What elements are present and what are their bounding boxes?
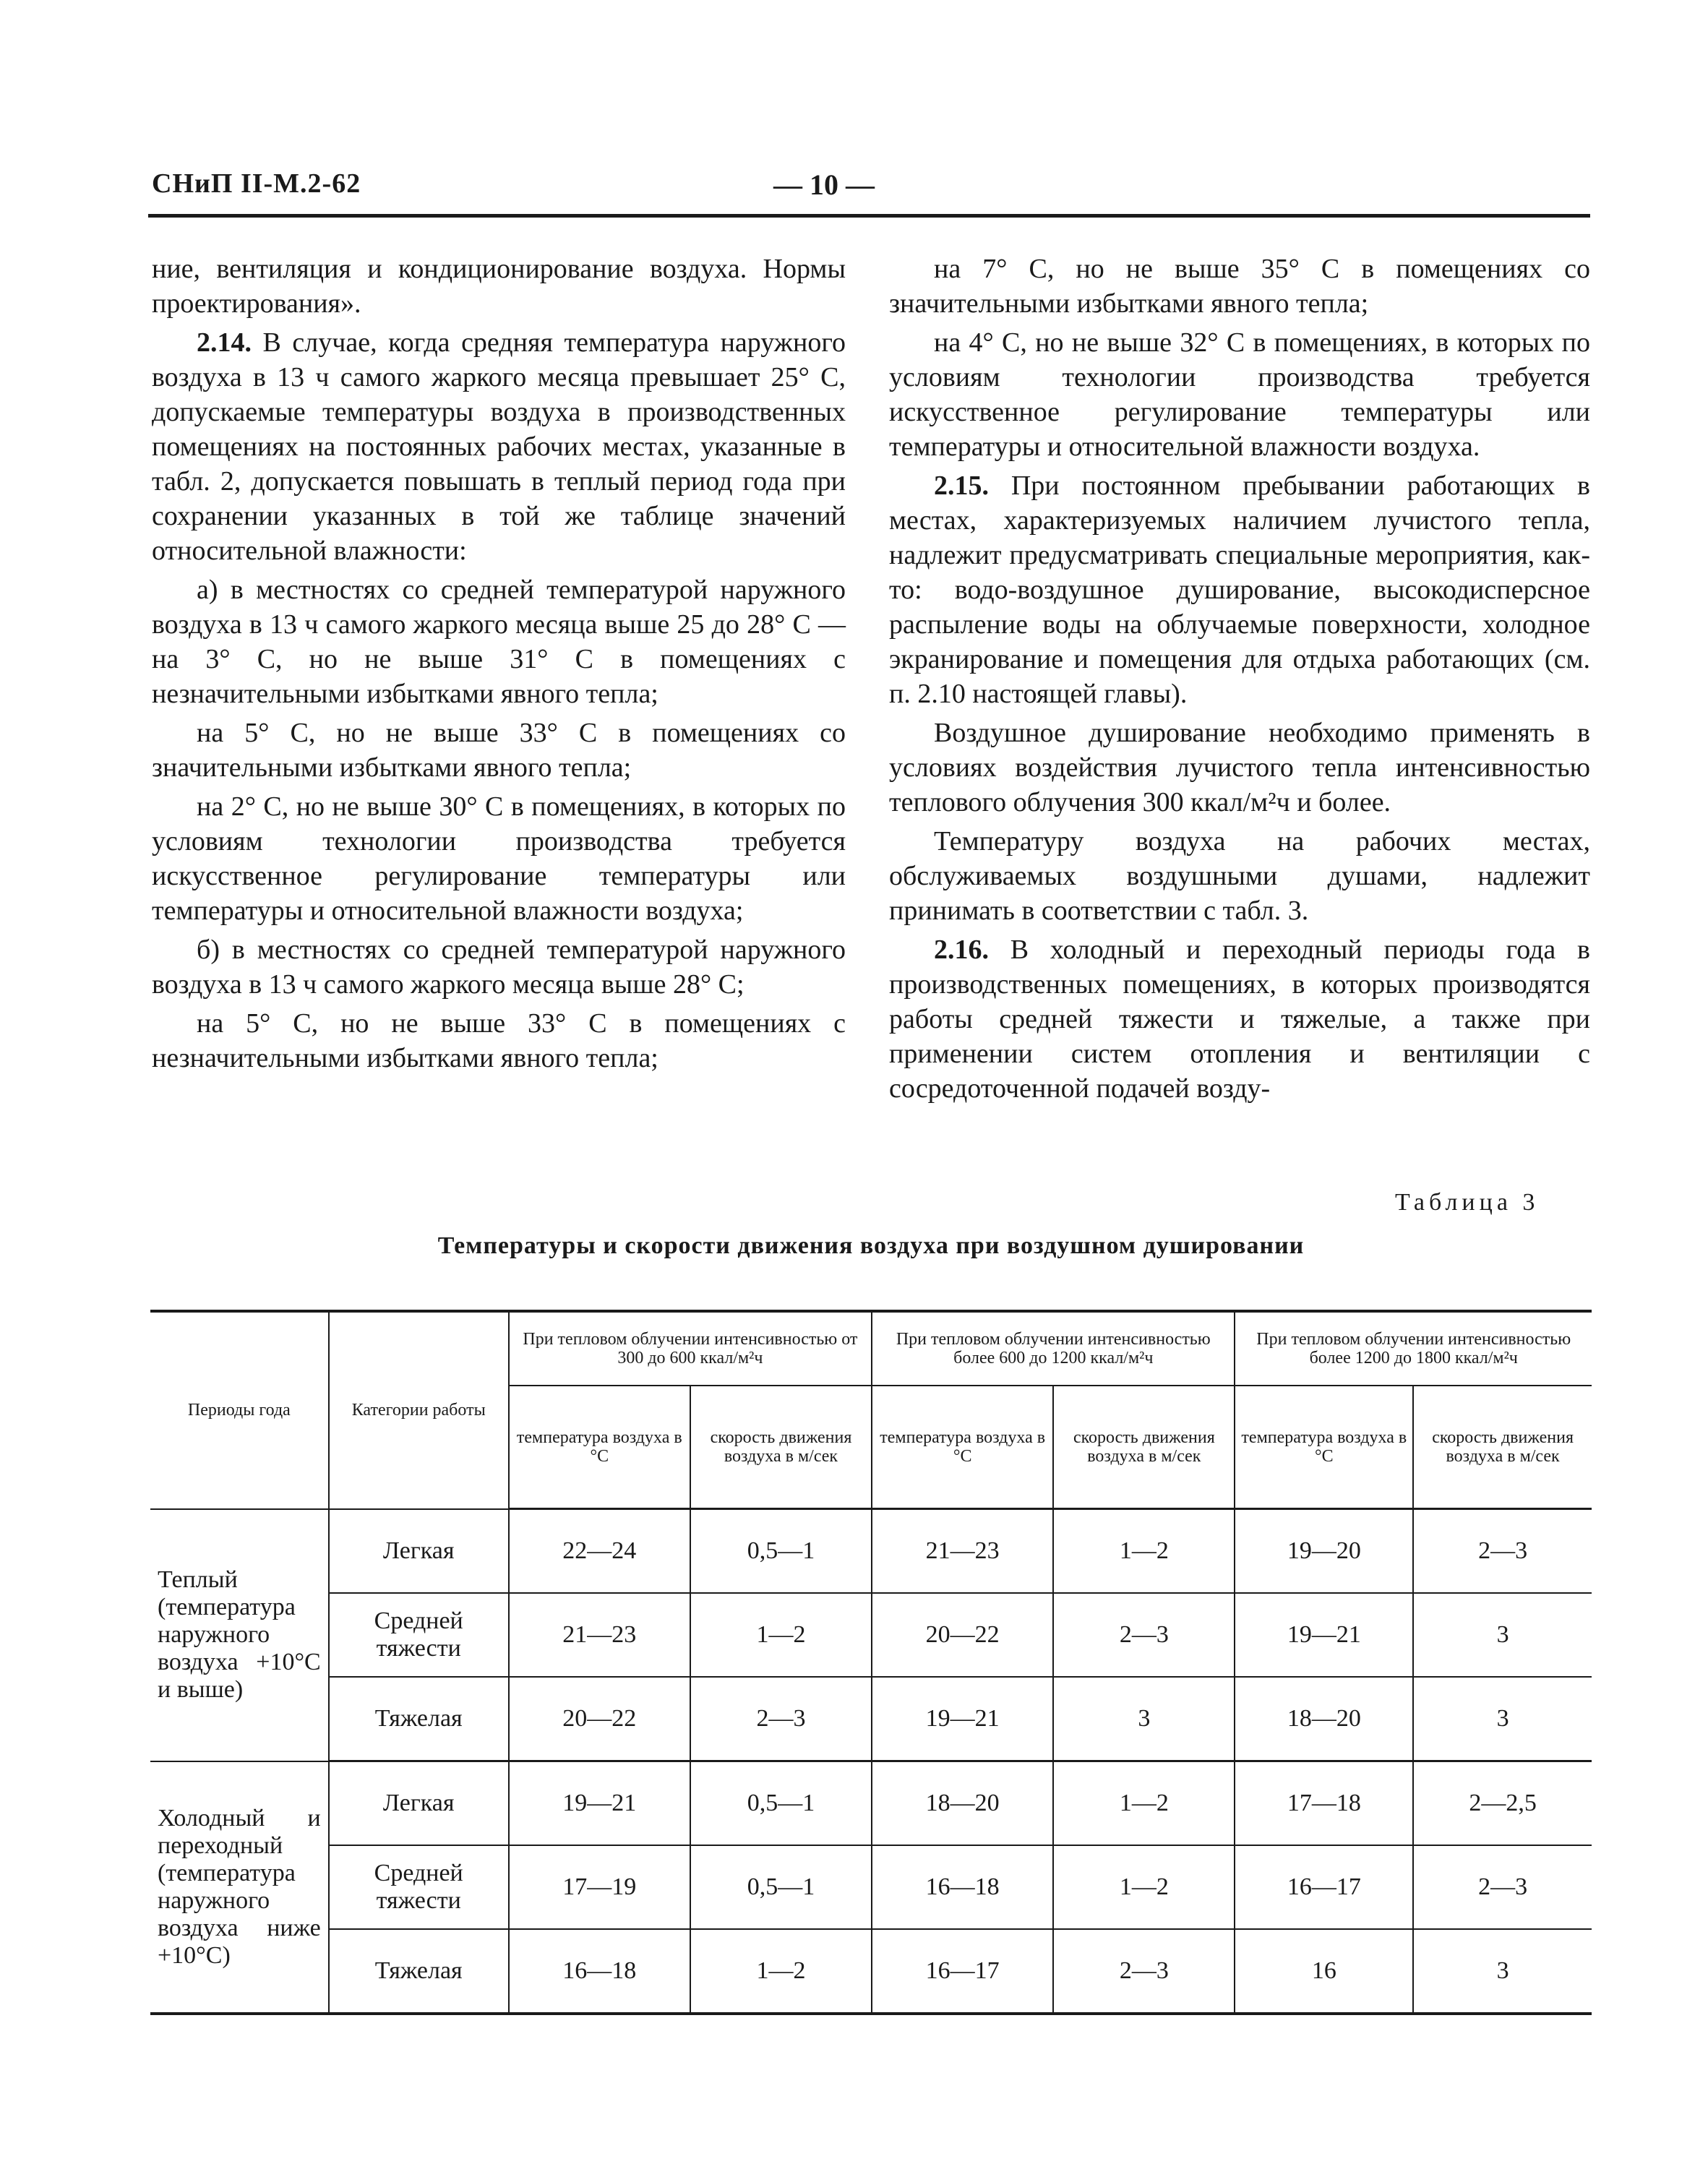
table-cell: 2—3 — [690, 1677, 872, 1761]
table-cell: 2—3 — [1053, 1929, 1235, 2014]
table-row — [150, 1761, 1592, 1846]
header-rule — [148, 214, 1590, 218]
header-temperature: температура воздуха в °С — [509, 1386, 690, 1509]
paragraph: на 5° С, но не выше 33° С в помещениях со значительными избытками явного тепла; — [152, 718, 846, 783]
paragraph-2-14: 2.14. В случае, когда средняя температура наружного воздуха в 13 ч самого жаркого месяца превышает 25° С, допускаемые температуры воздуха в производственных помещениях на постоянных рабочих местах, указанные в табл. 2, допускается повышать в теплый период года при сохранении указанных в той же таблице значений относительной влажности: — [152, 327, 846, 566]
header-temperature: температура воздуха в °С — [1235, 1386, 1413, 1509]
table-cell: 16—18 — [872, 1845, 1053, 1929]
table-cell: 2—2,5 — [1413, 1761, 1592, 1846]
table-cell: 1—2 — [1053, 1509, 1235, 1594]
header-speed: скорость движения воздуха в м/сек — [690, 1386, 872, 1509]
left-column — [152, 252, 846, 1080]
table-cell: 19—21 — [509, 1761, 690, 1846]
table-cell: 20—22 — [509, 1677, 690, 1761]
table-caption: Таблица 3 — [1395, 1189, 1540, 1216]
table-row — [150, 1509, 1592, 1594]
category-cell: Средней тяжести — [329, 1845, 509, 1929]
paragraph: а) в местностях со средней температурой наружного воздуха в 13 ч самого жаркого месяца выше 25 до 28° С — на 3° С, но не выше 31° С в помещениях с незначительными избытками явного тепла; — [152, 575, 846, 709]
table-title: Температуры и скорости движения воздуха при воздушном душировании — [437, 1232, 1305, 1259]
paragraph: б) в местностях со средней температурой наружного воздуха в 13 ч самого жаркого месяца выше 28° С; — [152, 935, 846, 1000]
table-row — [150, 1929, 1592, 2014]
paragraph: ние, вентиляция и кондиционирование воздуха. Нормы проектирования». — [152, 254, 846, 319]
table-cell: 18—20 — [1235, 1677, 1413, 1761]
table-cell: 3 — [1413, 1677, 1592, 1761]
category-cell: Легкая — [329, 1761, 509, 1846]
page-header — [152, 168, 1590, 211]
paragraph-2-15: 2.15. При постоянном пребывании работающих в местах, характеризуемых наличием лучистого тепла, надлежит предусматривать специальные мероприятия, как-то: водо-воздушное душирование, высокодисперсное распыление воды на облучаемые поверхности, холодное экранирование и помещения для отдыха работающих (см. п. 2.10 настоящей главы). — [889, 471, 1590, 709]
table-cell: 21—23 — [509, 1593, 690, 1677]
header-speed: скорость движения воздуха в м/сек — [1413, 1386, 1592, 1509]
table-row — [150, 1845, 1592, 1929]
period-cell: Холодный и переходный (температура наружного воздуха ниже +10°С) — [150, 1761, 329, 2014]
header-group-3: При тепловом облучении интенсивностью более 1200 до 1800 ккал/м²ч — [1235, 1311, 1592, 1386]
clause-number: 2.16. — [934, 935, 989, 965]
table-cell: 3 — [1413, 1929, 1592, 2014]
table-cell: 20—22 — [872, 1593, 1053, 1677]
table-cell: 0,5—1 — [690, 1509, 872, 1594]
clause-number: 2.14. — [197, 327, 252, 358]
data-table — [150, 1310, 1592, 2015]
paragraph: на 5° С, но не выше 33° С в помещениях с незначительными избытками явного тепла; — [152, 1008, 846, 1073]
table-row — [150, 1593, 1592, 1677]
paragraph: на 2° С, но не выше 30° С в помещениях, в которых по условиям технологии производства требуется искусственное регулирование температуры или температуры и относительной влажности воздуха; — [152, 791, 846, 926]
table-cell: 1—2 — [1053, 1761, 1235, 1846]
header-periods: Периоды года — [150, 1311, 329, 1509]
paragraph: на 7° С, но не выше 35° С в помещениях со значительными избытками явного тепла; — [889, 254, 1590, 319]
table-cell: 1—2 — [690, 1593, 872, 1677]
table-cell: 1—2 — [690, 1929, 872, 2014]
table-cell: 19—21 — [872, 1677, 1053, 1761]
header-temperature: температура воздуха в °С — [872, 1386, 1053, 1509]
table-cell: 16—18 — [509, 1929, 690, 2014]
table-cell: 19—21 — [1235, 1593, 1413, 1677]
header-categories: Категории работы — [329, 1311, 509, 1509]
paragraph: Температуру воздуха на рабочих местах, обслуживаемых воздушными душами, надлежит принимать в соответствии с табл. 3. — [889, 826, 1590, 926]
table-cell: 2—3 — [1413, 1509, 1592, 1594]
paragraph: Воздушное душирование необходимо применять в условиях воздействия лучистого тепла интенсивностью теплового облучения 300 ккал/м²ч и более. — [889, 718, 1590, 817]
category-cell: Тяжелая — [329, 1929, 509, 2014]
category-cell: Легкая — [329, 1509, 509, 1594]
table-cell: 17—19 — [509, 1845, 690, 1929]
table-cell: 16 — [1235, 1929, 1413, 2014]
table-header-row — [150, 1311, 1592, 1386]
document-code: СНиП II-М.2-62 — [152, 168, 361, 199]
paragraph-2-16: 2.16. В холодный и переходный периоды года в производственных помещениях, в которых производятся работы средней тяжести и тяжелые, а также при применении систем отопления и вентиляции с сосредоточенной подачей возду- — [889, 935, 1590, 1104]
paragraph: на 4° С, но не выше 32° С в помещениях, в которых по условиям технологии производства требуется искусственное регулирование температуры или температуры и относительной влажности воздуха. — [889, 327, 1590, 462]
table-cell: 1—2 — [1053, 1845, 1235, 1929]
table-row — [150, 1677, 1592, 1761]
table-cell: 18—20 — [872, 1761, 1053, 1846]
header-group-2: При тепловом облучении интенсивностью более 600 до 1200 ккал/м²ч — [872, 1311, 1235, 1386]
table-cell: 16—17 — [872, 1929, 1053, 2014]
table-cell: 2—3 — [1413, 1845, 1592, 1929]
table-cell: 2—3 — [1053, 1593, 1235, 1677]
table-cell: 3 — [1413, 1593, 1592, 1677]
table-cell: 17—18 — [1235, 1761, 1413, 1846]
right-column — [889, 252, 1590, 1110]
page-number: — 10 — — [773, 168, 875, 201]
category-cell: Тяжелая — [329, 1677, 509, 1761]
table-cell: 21—23 — [872, 1509, 1053, 1594]
header-speed: скорость движения воздуха в м/сек — [1053, 1386, 1235, 1509]
category-cell: Средней тяжести — [329, 1593, 509, 1677]
table-cell: 0,5—1 — [690, 1845, 872, 1929]
table-cell: 0,5—1 — [690, 1761, 872, 1846]
table-cell: 3 — [1053, 1677, 1235, 1761]
clause-number: 2.15. — [934, 471, 989, 501]
table-cell: 16—17 — [1235, 1845, 1413, 1929]
header-group-1: При тепловом облучении интенсивностью от 300 до 600 ккал/м²ч — [509, 1311, 872, 1386]
table-cell: 19—20 — [1235, 1509, 1413, 1594]
period-cell: Теплый (температура наружного воздуха +10°С и выше) — [150, 1509, 329, 1761]
table-cell: 22—24 — [509, 1509, 690, 1594]
